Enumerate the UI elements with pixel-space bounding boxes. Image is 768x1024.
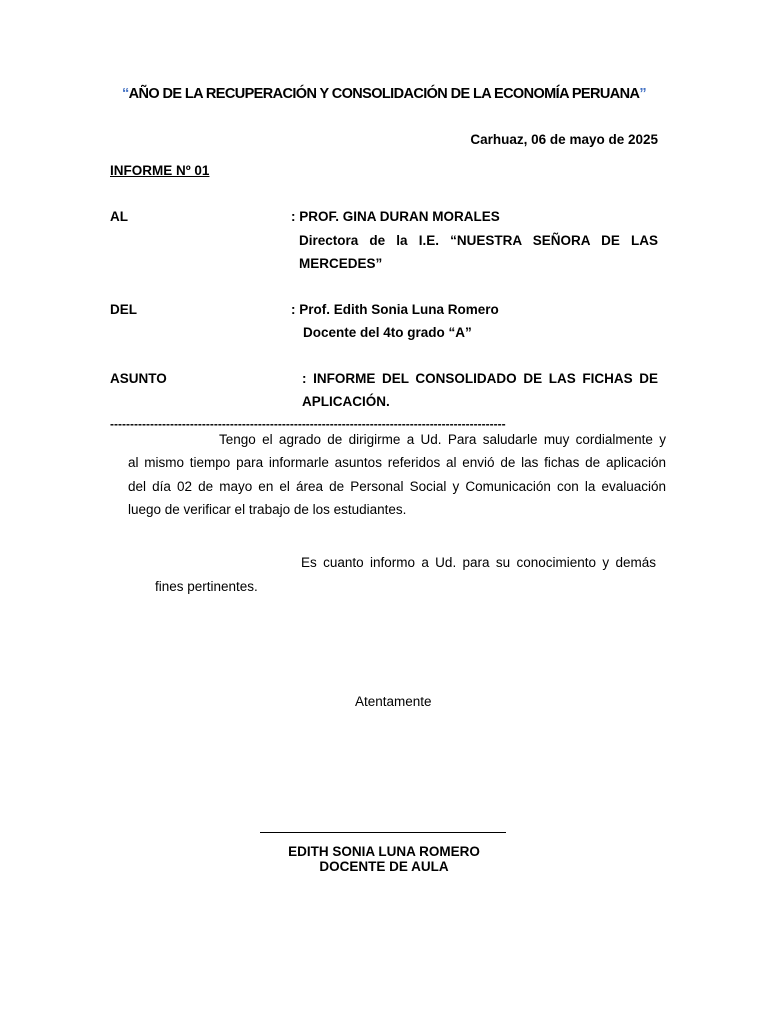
title-open-quote: “ <box>122 86 129 102</box>
body-line-3: del día 02 de mayo en el área de Personal Social y Comunicación con la evaluación <box>128 479 666 494</box>
date-line: Carhuaz, 06 de mayo de 2025 <box>470 132 658 147</box>
body-line-2: al mismo tiempo para informarle asuntos referidos al envió de las fichas de aplicación <box>128 455 666 470</box>
subject-label: ASUNTO <box>110 371 167 386</box>
subject-line2: APLICACIÓN. <box>302 394 390 409</box>
title-close-quote: ” <box>639 86 646 102</box>
report-number: INFORME Nº 01 <box>110 163 210 178</box>
signature-line <box>260 832 506 833</box>
signature-name: EDITH SONIA LUNA ROMERO <box>288 844 480 859</box>
title-text: AÑO DE LA RECUPERACIÓN Y CONSOLIDACIÓN DE LA ECONOMÍA PERUANA <box>128 86 640 102</box>
from-label: DEL <box>110 302 137 317</box>
from-role: Docente del 4to grado “A” <box>303 325 472 340</box>
from-name: : Prof. Edith Sonia Luna Romero <box>291 302 499 317</box>
farewell-text: Atentamente <box>355 694 432 709</box>
to-name: : PROF. GINA DURAN MORALES <box>291 209 500 224</box>
to-role-line1: Directora de la I.E. “NUESTRA SEÑORA DE LAS <box>299 233 658 248</box>
body-line-4: luego de verificar el trabajo de los estudiantes. <box>128 502 407 517</box>
closing-line-2: fines pertinentes. <box>155 579 258 594</box>
to-role-line2: MERCEDES” <box>299 256 383 271</box>
signature-position: DOCENTE DE AULA <box>319 859 449 874</box>
to-label: AL <box>110 209 128 224</box>
closing-line-1: Es cuanto informo a Ud. para su conocimiento y demás <box>301 555 656 570</box>
body-line-1: Tengo el agrado de dirigirme a Ud. Para saludarle muy cordialmente y <box>219 432 666 447</box>
separator-line: --------------------------------------------------------------------------------------------------- <box>110 417 506 431</box>
subject-line1: : INFORME DEL CONSOLIDADO DE LAS FICHAS DE <box>302 371 658 386</box>
document-title <box>0 86 768 102</box>
